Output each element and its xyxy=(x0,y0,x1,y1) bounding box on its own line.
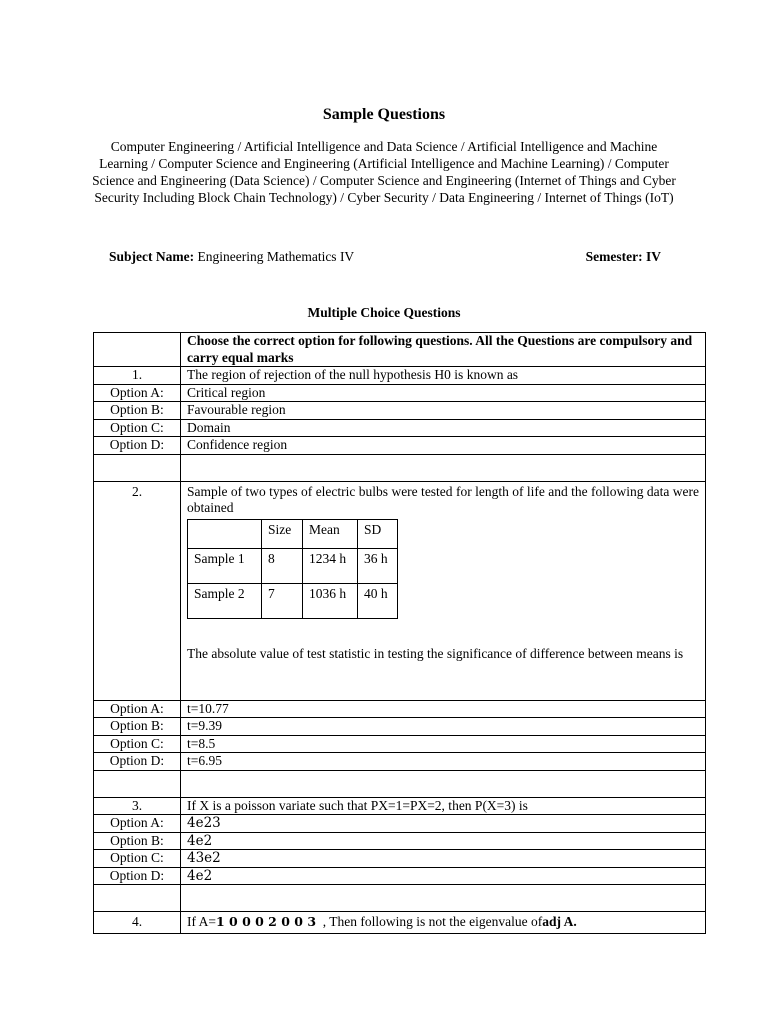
option-label: Option D: xyxy=(94,867,181,885)
page-title: Sample Questions xyxy=(322,106,446,123)
option-text: 4e2 xyxy=(181,832,706,850)
option-label: Option B: xyxy=(94,718,181,736)
question-cell xyxy=(181,481,706,700)
question-text-suffix: , Then following is not the eigenvalue of xyxy=(316,914,543,929)
option-text: 4e2 xyxy=(181,867,706,885)
semester-value: IV xyxy=(645,249,661,264)
data-table-header xyxy=(188,519,398,548)
questions-table xyxy=(93,332,706,934)
option-text: t=10.77 xyxy=(181,700,706,718)
data-table-cell: Mean xyxy=(303,519,358,548)
option-text: 43e2 xyxy=(181,850,706,868)
instructions: Choose the correct option for following questions. All the Questions are compulsory and carry equal marks xyxy=(181,333,706,367)
spacer-row xyxy=(94,885,706,912)
option-label: Option D: xyxy=(94,437,181,455)
question-text: The absolute value of test statistic in testing the significance of difference between means is xyxy=(187,645,684,661)
option-text: t=8.5 xyxy=(181,735,706,753)
question-text-bold: adj A. xyxy=(542,914,577,929)
data-table-cell: Sample 1 xyxy=(188,548,262,583)
option-row xyxy=(94,419,706,437)
question-number: 4. xyxy=(94,912,181,934)
data-table-cell: 1036 h xyxy=(303,583,358,618)
data-table xyxy=(187,519,398,619)
option-label: Option B: xyxy=(94,402,181,420)
option-row xyxy=(94,718,706,736)
question-number: 3. xyxy=(94,797,181,815)
option-text: Confidence region xyxy=(181,437,706,455)
data-table-cell: 1234 h xyxy=(303,548,358,583)
question-number: 2. xyxy=(94,481,181,700)
data-table-cell: 36 h xyxy=(358,548,398,583)
option-label: Option A: xyxy=(94,815,181,833)
question-cell xyxy=(181,912,706,934)
instructions-row xyxy=(94,333,706,367)
option-text: Domain xyxy=(181,419,706,437)
option-text: 4e23 xyxy=(181,815,706,833)
option-row xyxy=(94,832,706,850)
subject-value: Engineering Mathematics IV xyxy=(197,249,355,264)
option-label: Option C: xyxy=(94,850,181,868)
data-table-cell: 40 h xyxy=(358,583,398,618)
programs-list: Computer Engineering / Artificial Intelligence and Data Science / Artificial Intelligence and Machine Learning / Computer Science and Engineering (Artificial Intelligence and Machine Learning) / Computer Science and Engineering (Data Science) / Computer Science and Engineering (Internet of Things and Cyber Security Including Block Chain Technology) / Cyber Security / Data Engineering / Internet of Things (IoT) xyxy=(92,139,676,205)
matrix: 1 0 0 0 2 0 0 3 xyxy=(215,914,317,929)
question-row xyxy=(94,797,706,815)
option-row xyxy=(94,815,706,833)
question-number: 1. xyxy=(94,367,181,385)
subject-row xyxy=(109,249,661,265)
question-text: The region of rejection of the null hypothesis H0 is known as xyxy=(181,367,706,385)
option-row xyxy=(94,867,706,885)
data-table-cell: Sample 2 xyxy=(188,583,262,618)
option-label: Option C: xyxy=(94,419,181,437)
data-table-row xyxy=(188,583,398,618)
option-text: Critical region xyxy=(181,384,706,402)
option-label: Option D: xyxy=(94,753,181,771)
option-label: Option A: xyxy=(94,384,181,402)
option-text: Favourable region xyxy=(181,402,706,420)
option-text: t=9.39 xyxy=(181,718,706,736)
option-row xyxy=(94,437,706,455)
question-text: If X is a poisson variate such that PX=1=PX=2, then P(X=3) is xyxy=(181,797,706,815)
data-table-cell: 7 xyxy=(262,583,303,618)
spacer-row xyxy=(94,770,706,797)
spacer-row xyxy=(94,454,706,481)
option-label: Option C: xyxy=(94,735,181,753)
option-row xyxy=(94,700,706,718)
question-row xyxy=(94,481,706,700)
data-table-row xyxy=(188,548,398,583)
option-row xyxy=(94,753,706,771)
option-text: t=6.95 xyxy=(181,753,706,771)
data-table-cell: Size xyxy=(262,519,303,548)
option-label: Option A: xyxy=(94,700,181,718)
question-text-prefix: If A= xyxy=(187,914,216,929)
question-text: Sample of two types of electric bulbs were tested for length of life and the following data were obtained xyxy=(187,483,699,515)
option-row xyxy=(94,402,706,420)
option-row xyxy=(94,850,706,868)
data-table-cell: 8 xyxy=(262,548,303,583)
option-row xyxy=(94,384,706,402)
section-heading: Multiple Choice Questions xyxy=(307,305,461,320)
question-row xyxy=(94,912,706,934)
question-row xyxy=(94,367,706,385)
option-row xyxy=(94,735,706,753)
option-label: Option B: xyxy=(94,832,181,850)
semester-label: Semester: xyxy=(585,249,643,264)
data-table-cell xyxy=(188,519,262,548)
data-table-cell: SD xyxy=(358,519,398,548)
subject-label: Subject Name: xyxy=(109,249,195,264)
semester xyxy=(586,249,661,265)
